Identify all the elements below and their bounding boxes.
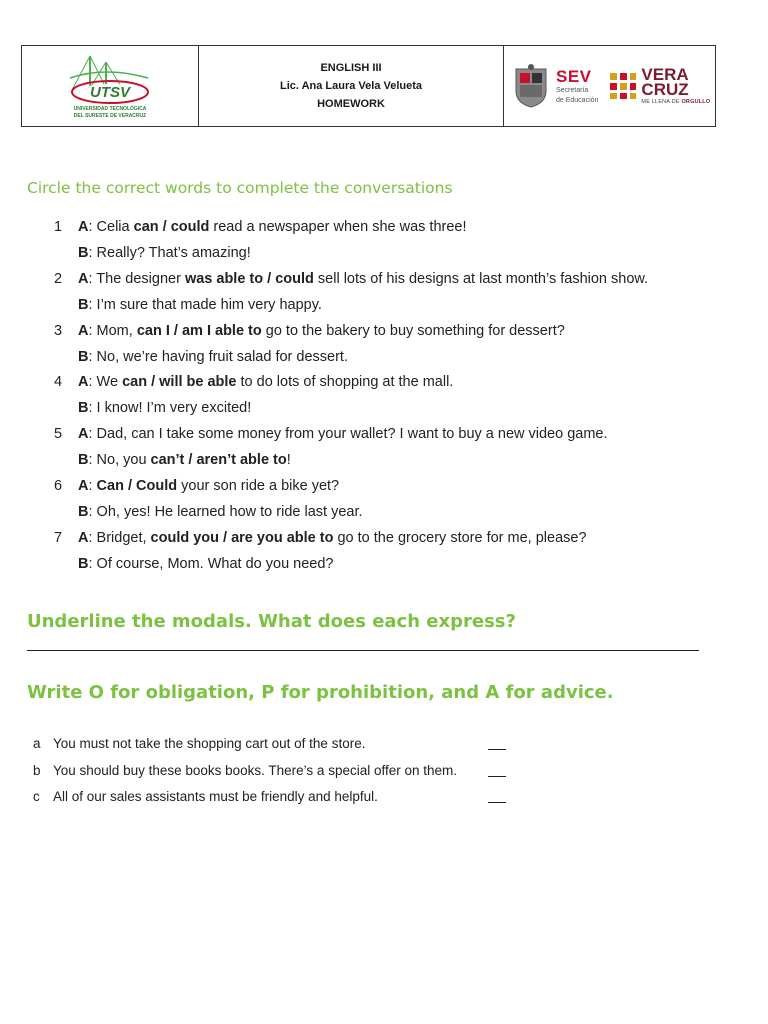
- exercise-line-a: [54, 219, 467, 235]
- veracruz-slogan-a: ME LLENA DE: [641, 98, 680, 105]
- item-text: All of our sales assistants must be friendly and helpful.: [53, 789, 378, 804]
- item-letter: a: [33, 736, 41, 751]
- answer-blank[interactable]: [488, 802, 506, 803]
- exercise-line-b: [78, 245, 251, 261]
- exercise-line-a: [54, 374, 454, 391]
- line-text: : Oh, yes! He learned how to ride last year.: [88, 503, 363, 520]
- section1-heading: Circle the correct words to complete the conversations: [27, 179, 453, 197]
- answer-choices[interactable]: can / will be able: [122, 374, 237, 391]
- veracruz-logo: [608, 64, 711, 106]
- assignment-type: HOMEWORK: [317, 98, 385, 110]
- line-text: sell lots of his designs at last month’s fashion show.: [313, 270, 649, 287]
- classification-item: [33, 789, 513, 807]
- veracruz-slogan-b: ORGULLO: [681, 98, 711, 105]
- speaker-label: B: [78, 452, 89, 469]
- exercise-number: 5: [54, 426, 63, 443]
- item-letter: b: [33, 763, 41, 778]
- section2-heading: Underline the modals. What does each express?: [27, 611, 516, 632]
- exercise-number: 2: [54, 270, 63, 287]
- speaker-label: B: [78, 296, 89, 313]
- line-text: : Of course, Mom. What do you need?: [88, 555, 334, 572]
- line-text: go to the bakery to buy something for dessert?: [261, 322, 565, 339]
- speaker-label: A: [78, 322, 89, 339]
- veracruz-logo-text-1: VERA: [641, 64, 689, 84]
- speaker-label: B: [78, 400, 89, 417]
- speaker-label: B: [78, 244, 89, 261]
- veracruz-pattern-icon: [608, 71, 638, 101]
- line-text: : Dad, can I take some money from your wallet? I want to buy a new video game.: [88, 426, 608, 443]
- line-text: : The designer: [88, 270, 185, 287]
- line-text: : Bridget,: [88, 529, 151, 546]
- exercise-number: 3: [54, 322, 63, 339]
- speaker-label: A: [78, 219, 89, 235]
- sev-logo-text: SEV: [556, 66, 592, 86]
- exercise-line-a: [54, 478, 340, 494]
- line-text: : We: [88, 374, 123, 391]
- speaker-label: B: [78, 503, 89, 520]
- answer-line[interactable]: [27, 650, 699, 651]
- line-text: : I’m sure that made him very happy.: [88, 296, 322, 313]
- line-text: your son ride a bike yet?: [177, 478, 340, 494]
- veracruz-logo-text-2: CRUZ: [641, 79, 689, 99]
- exercise-line-a: [54, 270, 649, 287]
- line-text: !: [286, 452, 291, 469]
- line-text: read a newspaper when she was three!: [209, 219, 467, 235]
- line-text: : Mom,: [88, 322, 137, 339]
- exercise-line-b: [78, 349, 348, 365]
- line-text: :: [88, 478, 97, 494]
- line-text: go to the grocery store for me, please?: [333, 529, 587, 546]
- document-header: [21, 45, 716, 127]
- exercise-line-b: [78, 400, 251, 416]
- exercise-line-a: [54, 529, 587, 546]
- sev-logo-sub2: de Educación: [556, 96, 599, 104]
- answer-choices[interactable]: can I / am I able to: [136, 322, 262, 339]
- exercise-line-b: [78, 452, 291, 468]
- exercise-number: 6: [54, 478, 63, 494]
- sev-logo-sub1: Secretaría: [556, 86, 589, 94]
- answer-choices[interactable]: could you / are you able to: [150, 529, 334, 546]
- answer-choices[interactable]: can’t / aren’t able to: [150, 452, 287, 469]
- speaker-label: A: [78, 374, 89, 391]
- veracruz-slogan: [641, 100, 710, 106]
- utsv-logo-cell: [22, 46, 199, 126]
- answer-choices[interactable]: Can / Could: [96, 478, 178, 494]
- exercise-number: 7: [54, 529, 63, 546]
- speaker-label: A: [78, 529, 89, 546]
- teacher-name: Lic. Ana Laura Vela Velueta: [279, 80, 423, 92]
- government-logos-cell: [504, 46, 715, 126]
- line-text: : No, we’re having fruit salad for dessert.: [88, 348, 348, 365]
- exercise-line-b: [78, 556, 334, 572]
- utsv-logo-text: UTSV: [89, 84, 131, 101]
- item-letter: c: [33, 789, 40, 804]
- exercise-line-a: [54, 426, 608, 443]
- line-text: : Really? That’s amazing!: [88, 244, 251, 261]
- answer-choices[interactable]: was able to / could: [184, 270, 314, 287]
- speaker-label: A: [78, 270, 89, 287]
- exercise-line-b: [78, 297, 322, 313]
- item-text: You must not take the shopping cart out of the store.: [53, 736, 366, 751]
- exercise-line-a: [54, 322, 565, 339]
- speaker-label: B: [78, 555, 89, 572]
- utsv-logo: [60, 48, 160, 124]
- classification-item: [33, 763, 513, 781]
- line-text: to do lots of shopping at the mall.: [236, 374, 454, 391]
- answer-blank[interactable]: [488, 776, 506, 777]
- exercise-number: 4: [54, 374, 63, 391]
- speaker-label: A: [78, 478, 89, 494]
- veracruz-coat-of-arms-icon: [512, 63, 550, 109]
- section3-heading: Write O for obligation, P for prohibition, and A for advice.: [27, 682, 614, 703]
- exercise-line-b: [78, 504, 363, 520]
- line-text: : No, you: [88, 452, 151, 469]
- exercise-number: 1: [54, 219, 63, 235]
- answer-blank[interactable]: [488, 749, 506, 750]
- header-title-cell: [199, 46, 504, 126]
- utsv-logo-sub1: UNIVERSIDAD TECNOLÓGICA: [73, 106, 147, 112]
- line-text: : I know! I’m very excited!: [88, 400, 252, 417]
- line-text: : Celia: [88, 219, 134, 235]
- item-text: You should buy these books books. There’s a special offer on them.: [53, 763, 458, 778]
- speaker-label: A: [78, 426, 89, 443]
- speaker-label: B: [78, 348, 89, 365]
- classification-item: [33, 736, 513, 754]
- answer-choices[interactable]: can / could: [133, 219, 210, 235]
- utsv-logo-sub2: DEL SURESTE DE VERACRUZ: [73, 113, 147, 119]
- sev-logo: [556, 68, 598, 105]
- course-title: ENGLISH III: [320, 62, 382, 74]
